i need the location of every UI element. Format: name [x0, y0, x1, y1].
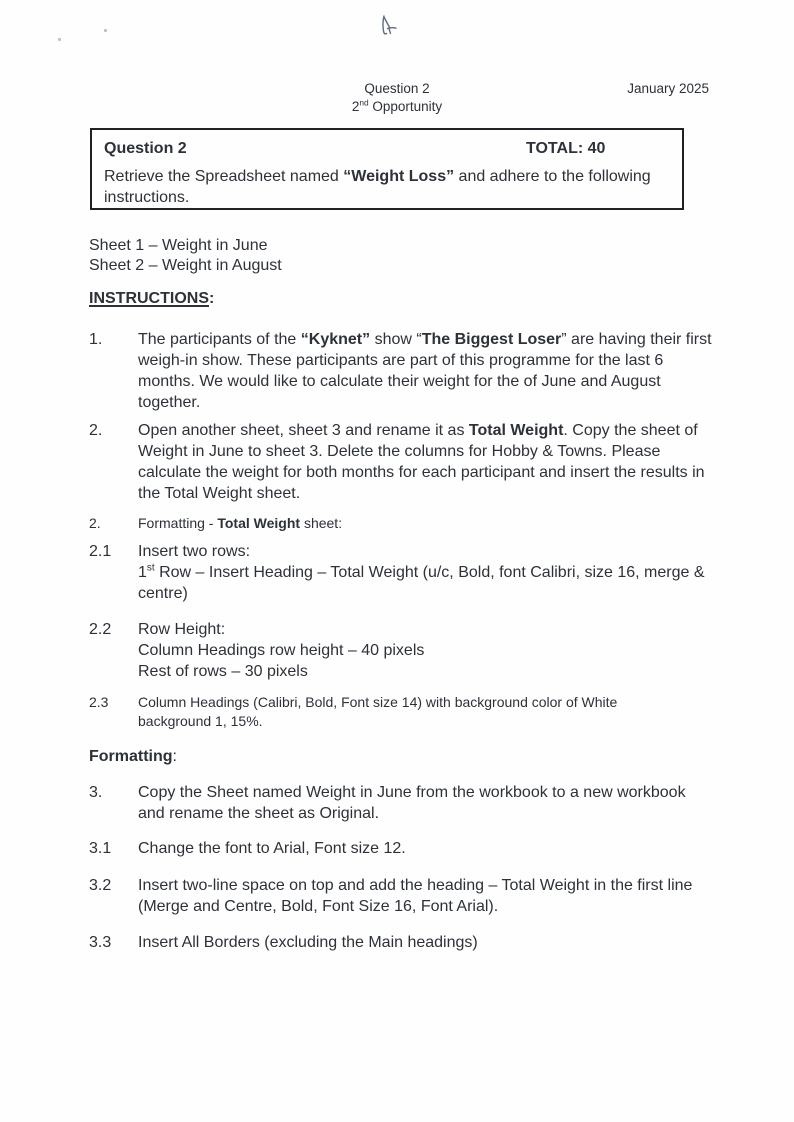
item-text: Row Height: Column Headings row height – 40 pixels Rest of rows – 30 pixels — [138, 621, 425, 680]
question-box — [90, 128, 684, 210]
item-number: 2. — [89, 515, 101, 531]
question-box-body: Retrieve the Spreadsheet named “Weight Loss” and adhere to the following instructions. — [104, 168, 651, 206]
item-text: Insert All Borders (excluding the Main headings) — [138, 934, 478, 951]
instructions-heading-colon: : — [209, 290, 215, 307]
item-number: 1. — [89, 331, 103, 348]
item-2 — [89, 420, 750, 504]
item-text: Formatting - Total Weight sheet: — [138, 515, 343, 531]
item-number: 3.2 — [89, 877, 112, 894]
item-2-3 — [89, 693, 750, 731]
item-text: Open another sheet, sheet 3 and rename it as Total Weight. Copy the sheet of Weight in June to sheet 3. Delete the columns for Hobby & Towns. Please calculate the weight for both months for each participant and insert the results in the Total Weight sheet. — [138, 422, 705, 502]
item-3-2 — [89, 875, 750, 917]
item-2-2 — [89, 619, 750, 682]
item-number: 3. — [89, 784, 103, 801]
header-opportunity-line: 2nd Opportunity — [351, 97, 443, 114]
sheet-line-1: Sheet 1 – Weight in June — [89, 237, 268, 254]
question-box-header-row — [104, 138, 670, 159]
instructions-heading — [89, 289, 214, 309]
item-number: 3.3 — [89, 934, 112, 951]
item-text: Copy the Sheet named Weight in June from the workbook to a new workbook and rename the sheet as Original. — [138, 784, 686, 822]
item-number: 3.1 — [89, 840, 112, 857]
item-3-3 — [89, 932, 750, 953]
item-2-1 — [89, 541, 750, 604]
item-3-1 — [89, 838, 750, 859]
header-date: January 2025 — [627, 81, 709, 96]
item-text: Change the font to Arial, Font size 12. — [138, 840, 406, 857]
sheet-list — [89, 236, 282, 276]
handwritten-pen-mark — [372, 10, 406, 44]
question-box-total: TOTAL: 40 — [526, 140, 606, 157]
formatting-heading: Formatting: — [89, 748, 177, 765]
item-text: The participants of the “Kyknet” show “The Biggest Loser” are having their first weigh-in show. These participants are part of this programme for the last 6 months. We would like to calculate their weight for the of June and August together. — [138, 331, 712, 411]
item-text: Insert two-line space on top and add the heading – Total Weight in the first line (Merge and Centre, Bold, Font Size 16, Font Arial). — [138, 877, 693, 915]
item-text: Column Headings (Calibri, Bold, Font size 14) with background color of White background 1, 15%. — [138, 694, 618, 729]
item-2-formatting — [89, 514, 750, 533]
scan-speck — [58, 38, 61, 41]
item-1 — [89, 329, 750, 413]
item-text: Insert two rows: 1st Row – Insert Heading – Total Weight (u/c, Bold, font Calibri, size 16, merge & centre) — [138, 543, 705, 602]
sheet-line-2: Sheet 2 – Weight in August — [89, 257, 282, 274]
question-box-title: Question 2 — [104, 140, 187, 157]
item-number: 2.1 — [89, 543, 112, 560]
item-number: 2. — [89, 422, 103, 439]
item-3 — [89, 782, 750, 824]
item-number: 2.3 — [89, 694, 109, 710]
header-question-title: Question 2 — [364, 81, 430, 96]
item-number: 2.2 — [89, 621, 112, 638]
scan-speck — [104, 29, 107, 32]
instructions-heading-text: INSTRUCTIONS — [89, 290, 209, 307]
